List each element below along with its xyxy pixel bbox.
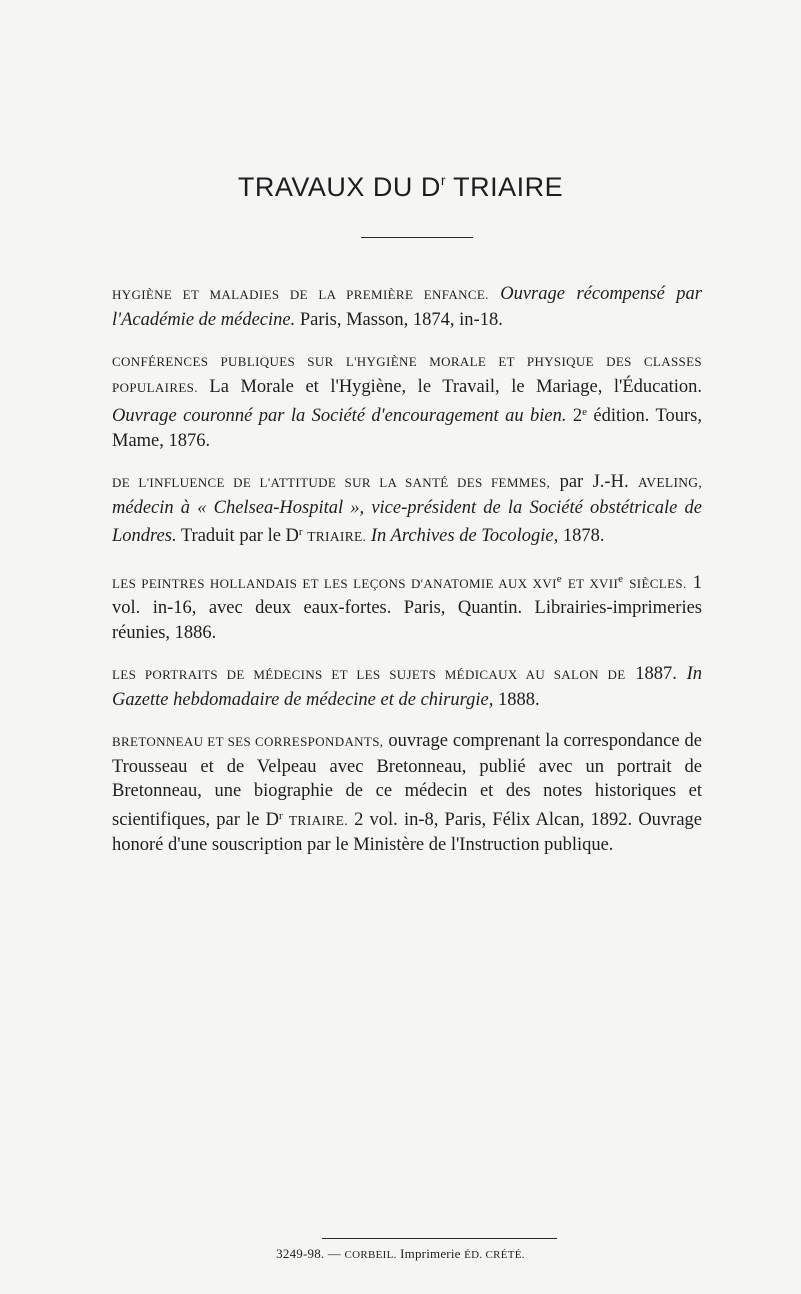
imprint-code: 3249-98. — (276, 1246, 342, 1261)
title-divider (361, 237, 473, 238)
entry-text: 1888. (497, 689, 540, 710)
entry-author: AVELING, (638, 475, 703, 490)
entry-text-2: édition. Tours, Mame, 1876. (112, 406, 702, 451)
entry-translator: TRIAIRE. (307, 529, 367, 544)
title-text: TRAVAUX DU D (237, 172, 441, 202)
entry-heading-b: ET XVII (567, 575, 619, 591)
entry-heading-superscript-2: e (618, 572, 624, 585)
title-name: TRIAIRE (453, 172, 564, 202)
work-entry-peintres (112, 567, 702, 646)
entry-text: 1 vol. in-16, avec deux eaux-fortes. Paris, Quantin. Librairies-imprimeries réunies, 1886. (112, 572, 702, 643)
entry-superscript: r (279, 809, 283, 822)
entry-edition-number: 2 (572, 406, 583, 426)
entry-heading: DE L'INFLUENCE DE L'ATTITUDE SUR LA SANTÉ DES FEMMES, (112, 475, 551, 490)
entry-italic: médecin à « Chelsea-Hospital », vice-président de la Société obstétricale de Londres. (112, 497, 702, 546)
imprint-printer: ÉD. CRÉTÉ. (464, 1249, 525, 1261)
entry-heading-superscript: e (556, 572, 562, 585)
entry-heading: HYGIÈNE ET MALADIES DE LA PREMIÈRE ENFANCE. (112, 287, 489, 302)
works-list (112, 282, 702, 875)
work-entry-conferences (112, 349, 702, 453)
entry-heading: LES PEINTRES HOLLANDAIS ET LES LEÇONS D'ANATOMIE AUX XVI (112, 575, 557, 591)
entry-translated-superscript: r (298, 526, 303, 538)
entry-author: TRIAIRE. (288, 812, 348, 828)
work-entry-hygiene (112, 282, 702, 332)
page-title (0, 172, 801, 203)
entry-text: La Morale et l'Hygiène, le Travail, le Mariage, l'Éducation. (209, 376, 703, 397)
entry-translated: Traduit par le D (180, 526, 299, 546)
entry-by: par J.-H. (559, 472, 629, 492)
entry-italic-2: In Archives de Tocologie, (370, 526, 559, 546)
entry-text-2: 2 vol. in-8, Paris, Félix Alcan, 1892. Ouvrage honoré d'une souscription par le Ministère de l'Instruction publique. (112, 809, 703, 855)
entry-edition-superscript: e (582, 406, 588, 418)
entry-heading: LES PORTRAITS DE MÉDECINS ET LES SUJETS MÉDICAUX AU SALON DE (112, 667, 626, 682)
entry-italic: In Gazette hebdomadaire de médecine et de chirurgie, (112, 664, 703, 710)
entry-year: 1887. (635, 664, 677, 684)
entry-italic: Ouvrage couronné par la Société d'encouragement au bien. (112, 406, 567, 426)
work-entry-portraits (112, 662, 702, 712)
entry-italic: Ouvrage récompensé par l'Académie de médecine. (112, 284, 702, 330)
title-superscript: r (440, 172, 446, 188)
work-entry-bretonneau (112, 729, 702, 858)
entry-heading: BRETONNEAU ET SES CORRESPONDANTS, (112, 734, 384, 749)
imprint-text: Imprimerie (400, 1246, 461, 1261)
printer-imprint (0, 1246, 801, 1262)
entry-text: ouvrage comprenant la correspondance de Trousseau et de Velpeau avec Bretonneau, publié avec un portrait de Bretonneau, une biographie de ce médecin et des notes historiques et scientifiques, par le D (112, 731, 702, 830)
work-entry-influence (112, 470, 702, 550)
entry-heading-c: SIÈCLES. (629, 575, 687, 591)
entry-year: 1878. (562, 526, 605, 546)
entry-heading: CONFÉRENCES PUBLIQUES SUR L'HYGIÈNE MORALE ET PHYSIQUE DES CLASSES POPULAIRES. (112, 354, 702, 395)
imprint-place: CORBEIL. (344, 1249, 397, 1261)
imprint-divider (322, 1238, 557, 1239)
entry-text: Paris, Masson, 1874, in-18. (299, 309, 503, 330)
